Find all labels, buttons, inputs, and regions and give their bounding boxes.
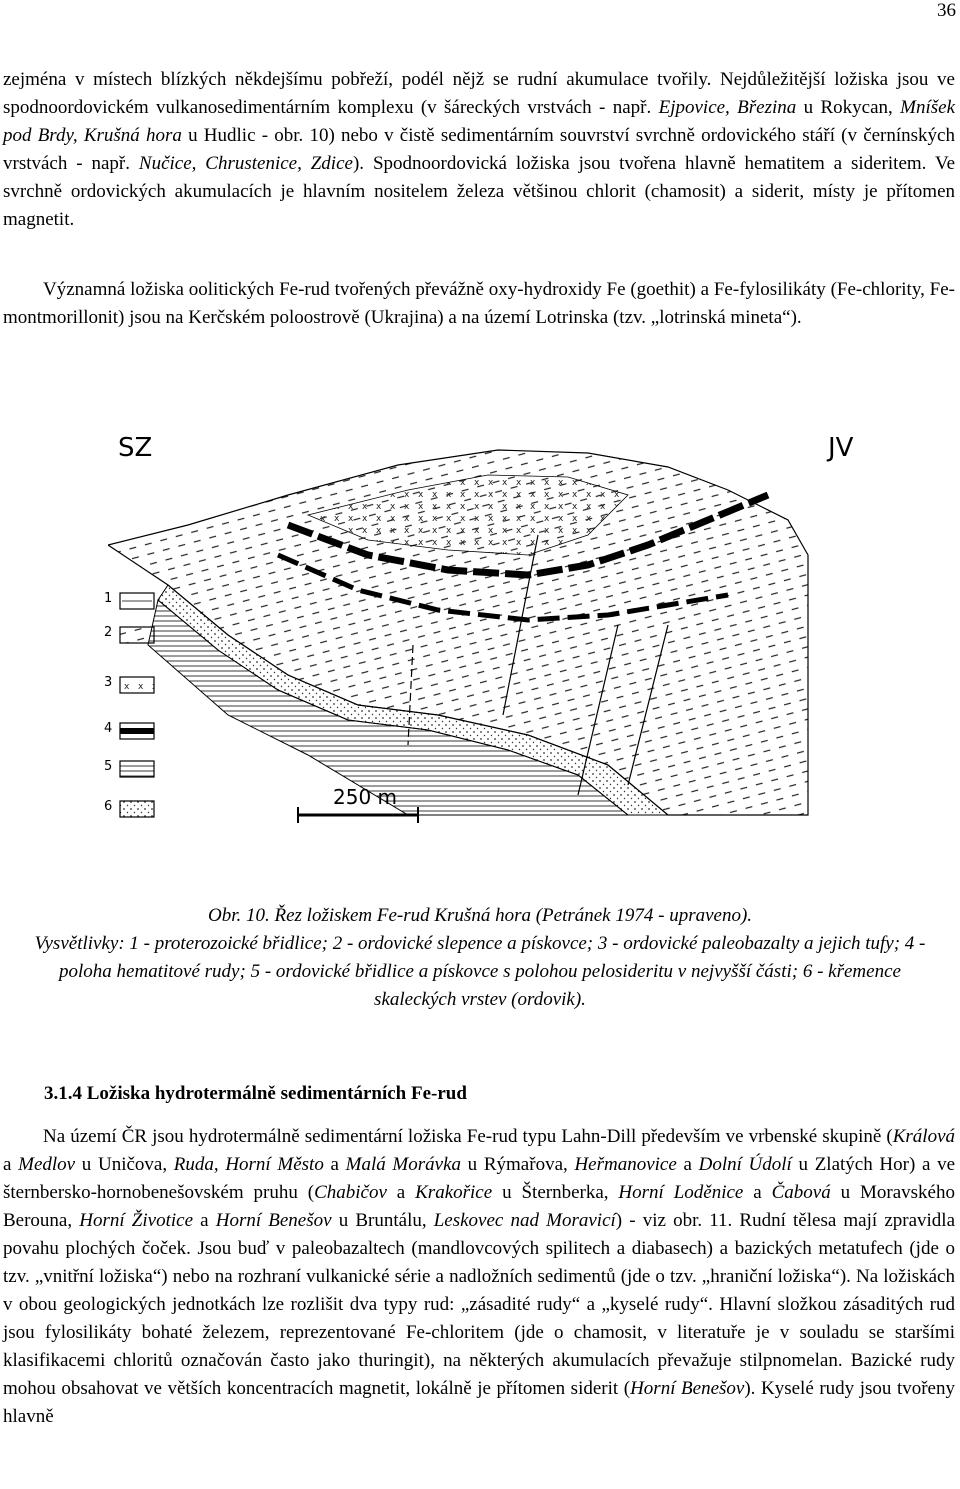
legend-number-3: 3: [104, 675, 113, 690]
legend-swatch-5: [120, 761, 154, 777]
legend-number-2: 2: [104, 625, 113, 640]
scale-label: 250 m: [333, 785, 398, 809]
section-number: 3.1.4: [44, 1083, 82, 1104]
paragraph-3: Na území ČR jsou hydrotermálně sedimentární ložiska Fe-rud typu Lahn-Dill především ve vrbenské skupině (Králová a Medlov u Uničova, Ruda, Horní Město a Malá Morávka u Rýmařova, Heřmanovice a Dolní Údolí u Zlatých Hor) a ve šternbersko-hornobenešovském pruhu (Chabičov a Krakořice u Šternberka, Horní Loděnice a Čabová u Moravského Berouna, Horní Životice a Horní Benešov u Bruntálu, Leskovec nad Moravicí) - viz obr. 11. Rudní tělesa mají zpravidla povahu plochých čoček. Jsou buď v paleobazaltech (mandlovcových spilitech a diabasech) a bazických metatufech (jde o tzv. „vnitřní ložiska“) nebo na rozhraní vulkanické série a nadložních sedimentů (jde o tzv. „hraniční ložiska“). Na ložiskách v obou geologických jednotkách lze rozlišit dva typy rud: „zásadité rudy“ a „kyselé rudy“. Hlavní složkou zásaditých rud jsou fylosilikáty bohaté železem, reprezentované Fe-chloritem (jde o chamosit, v literatuře je v souladu se staršími klasifikacemi chloritů označován často jako thuringit), na některých akumulacích převažuje stilpnomelan. Bazické rudy mohou obsahovat ve větších koncentracích magnetit, lokálně je přítomen siderit (Horní Benešov). Kyselé rudy jsou tvořeny hlavně: [3, 1126, 956, 1427]
legend-number-6: 6: [104, 799, 113, 814]
caption-legend: Vysvětlivky: 1 - proterozoické břidlice; 2 - ordovické slepence a pískovce; 3 - ordovické paleobazalty a jejich tufy; 4 - poloha hematitové rudy; 5 - ordovické břidlice a pískovce s polohou pelosideritu v nejvyšší části; 6 - křemence skaleckých vrstev (ordovik).: [34, 933, 926, 1010]
paragraph-1: zejména v místech blízkých někdejšímu pobřeží, podél nějž se rudní akumulace tvořily. Nejdůležitější ložiska jsou ve spodnoordovickém vulkanosedimentárním komplexu (v šáreckých vrstvách - např. Ejpovice, Březina u Rokycan, Mníšek pod Brdy, Krušná hora u Hudlic - obr. 10) nebo v čistě sedimentárním souvrství svrchně ordovického stáří (v černínských vrstvách - např. Nučice, Chrustenice, Zdice). Spodnoordovická ložiska jsou tvořena hlavně hematitem a sideritem. Ve svrchně ordovických akumulacích je hlavním nositelem železa většinou chlorit (chamosit) a siderit, místy je přítomen magnetit.: [3, 69, 956, 230]
legend-swatch-2: [120, 627, 154, 643]
section-heading: [44, 1083, 467, 1105]
geological-cross-section-figure: [104, 415, 878, 855]
figure-caption: [20, 902, 940, 1014]
legend-swatch-6: [120, 801, 154, 817]
cross-section-drawing: [108, 415, 878, 855]
page-number: 36: [937, 0, 956, 21]
label-sz: SZ: [118, 433, 153, 463]
legend-number-4: 4: [104, 721, 113, 736]
label-jv: JV: [828, 433, 854, 463]
caption-title: Obr. 10. Řez ložiskem Fe-rud Krušná hora (Petránek 1974 - upraveno).: [207, 905, 753, 926]
paragraph-2: Významná ložiska oolitických Fe-rud tvořených převážně oxy-hydroxidy Fe (goethit) a Fe-fylosilikáty (Fe-chlority, Fe-montmorillonit) jsou na Kerčském poloostrově (Ukrajina) a na území Lotrinska (tzv. „lotrinská mineta“).: [3, 279, 955, 328]
legend-number-1: 1: [104, 591, 113, 606]
legend-number-5: 5: [104, 759, 113, 774]
legend-swatch-3: [120, 677, 154, 693]
section-title: Ložiska hydrotermálně sedimentárních Fe-rud: [86, 1083, 467, 1104]
